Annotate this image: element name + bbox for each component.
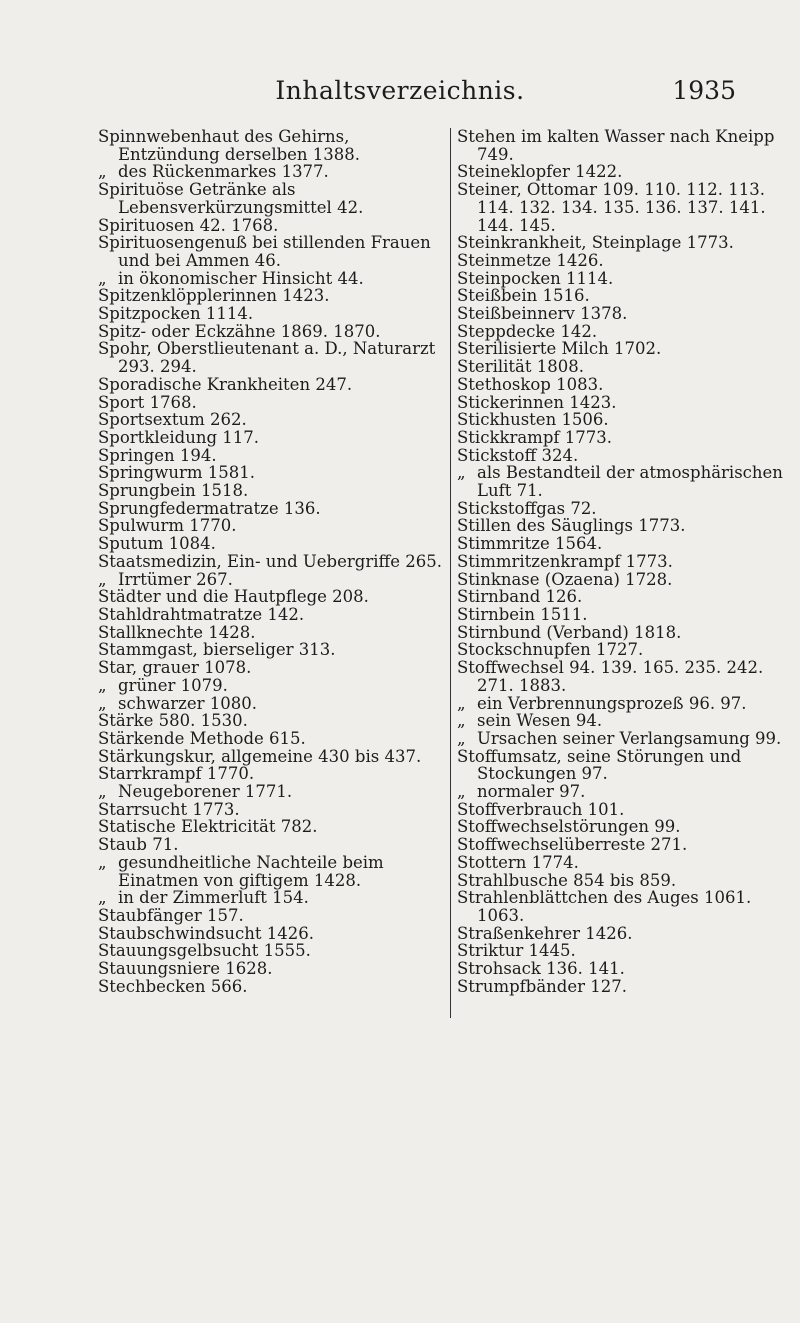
- index-entry-text: Stickerinnen 1423.: [457, 392, 617, 412]
- index-entry: [98, 818, 442, 836]
- index-entry: [457, 181, 800, 234]
- index-entry: [457, 588, 800, 606]
- ditto-mark: „: [457, 782, 466, 802]
- index-entry-text: Stärkende Methode 615.: [98, 728, 306, 748]
- index-entry: [457, 872, 800, 890]
- ditto-mark: „: [98, 569, 107, 589]
- index-entry-text: Stickstoff 324.: [457, 445, 579, 465]
- index-entry: [98, 429, 442, 447]
- index-entry: [98, 801, 442, 819]
- index-entry: [98, 730, 442, 748]
- index-entry-text: Ursachen seiner Verlangsamung 99.: [477, 728, 782, 748]
- index-entry: [98, 960, 442, 978]
- index-entry-text: Stahldrahtmatratze 142.: [98, 604, 305, 624]
- index-entry: [457, 464, 800, 499]
- index-entry-text: Stockschnupfen 1727.: [457, 640, 644, 660]
- index-entry: [457, 801, 800, 819]
- index-entry: [457, 163, 800, 181]
- index-entry: [98, 323, 442, 341]
- index-entry-text: Steinkrankheit, Steinplage 1773.: [457, 233, 734, 253]
- index-entry: [457, 889, 800, 924]
- index-entry: [457, 553, 800, 571]
- index-entry: [457, 624, 800, 642]
- index-entry: [98, 748, 442, 766]
- ditto-mark: „: [98, 268, 107, 288]
- index-entry-text: Strahlenblättchen des Auges 1061. 1063.: [457, 888, 752, 925]
- index-entry: [457, 128, 800, 163]
- index-entry-text: Stethoskop 1083.: [457, 374, 604, 394]
- index-entry: [457, 606, 800, 624]
- index-entry: [457, 748, 800, 783]
- index-entry: [98, 712, 442, 730]
- index-entry-text: Sterilität 1808.: [457, 357, 584, 377]
- page-number: 1935: [672, 76, 736, 105]
- index-entry-text: Stickhusten 1506.: [457, 410, 609, 430]
- index-entry-text: Stickkrampf 1773.: [457, 427, 612, 447]
- index-entry: [98, 765, 442, 783]
- index-entry-text: Stärke 580. 1530.: [98, 711, 248, 731]
- index-entry-text: Sprungfedermatratze 136.: [98, 498, 321, 518]
- index-entry-text: Star, grauer 1078.: [98, 658, 252, 678]
- index-entry-text: Stimmritzenkrampf 1773.: [457, 551, 673, 571]
- index-entry-text: Spirituöse Getränke als Lebensverkürzungsmittel 42.: [98, 180, 364, 217]
- index-entry: [457, 394, 800, 412]
- index-entry-text: Striktur 1445.: [457, 941, 576, 961]
- index-entry-text: in der Zimmerluft 154.: [118, 888, 309, 908]
- index-entry-text: grüner 1079.: [118, 675, 228, 695]
- index-entry: [98, 305, 442, 323]
- index-entry-text: Steppdecke 142.: [457, 321, 598, 341]
- index-entry-text: Steineklopfer 1422.: [457, 162, 623, 182]
- index-entry: [98, 376, 442, 394]
- index-entry: [457, 447, 800, 465]
- page-header: [0, 72, 800, 112]
- index-entry-text: Stillen des Säuglings 1773.: [457, 516, 686, 536]
- index-entry: [98, 659, 442, 677]
- index-entry-text: Sterilisierte Milch 1702.: [457, 339, 662, 359]
- index-entry: [98, 588, 442, 606]
- index-entry: [457, 358, 800, 376]
- index-entry-text: Spitzenklöpplerinnen 1423.: [98, 286, 330, 306]
- index-entry: [98, 500, 442, 518]
- index-entry-text: Spitzpocken 1114.: [98, 304, 254, 324]
- index-entry-text: Steißbeinnerv 1378.: [457, 304, 628, 324]
- index-entry: [98, 942, 442, 960]
- index-entry: [457, 517, 800, 535]
- index-entry: [457, 695, 800, 713]
- index-entry: [98, 783, 442, 801]
- index-entry: [457, 376, 800, 394]
- index-entry-text: Strumpfbänder 127.: [457, 976, 627, 996]
- index-entry-text: Stinknase (Ozaena) 1728.: [457, 569, 673, 589]
- index-entry: [98, 925, 442, 943]
- ditto-mark: „: [98, 888, 107, 908]
- index-entry-text: Spohr, Oberstlieutenant a. D., Naturarzt 293. 294.: [98, 339, 436, 377]
- ditto-mark: „: [98, 852, 107, 872]
- index-entry-text: als Bestandteil der atmosphärischen Luft 71.: [477, 463, 783, 501]
- ditto-mark: „: [457, 728, 466, 748]
- index-entry: [457, 854, 800, 872]
- index-entry-text: Stoffwechselstörungen 99.: [457, 817, 681, 837]
- index-entry: [98, 340, 442, 375]
- index-entry-text: Springwurm 1581.: [98, 463, 255, 483]
- index-entry: [457, 942, 800, 960]
- index-entry-text: Stehen im kalten Wasser nach Kneipp 749.: [457, 127, 775, 164]
- index-entry: [98, 624, 442, 642]
- index-entry-text: Stoffwechsel 94. 139. 165. 235. 242. 271. 1883.: [457, 658, 764, 695]
- index-entry-text: Stoffwechselüberreste 271.: [457, 835, 688, 855]
- index-entry: [98, 287, 442, 305]
- index-entry-text: Steinpocken 1114.: [457, 268, 614, 288]
- index-entry: [457, 234, 800, 252]
- index-entry-text: Stallknechte 1428.: [98, 622, 256, 642]
- index-entry: [457, 571, 800, 589]
- index-entry-text: Staubfänger 157.: [98, 905, 244, 925]
- index-entry: [98, 907, 442, 925]
- index-entry-text: Sputum 1084.: [98, 534, 216, 554]
- index-entry: [98, 128, 442, 163]
- index-entry: [98, 517, 442, 535]
- index-entry-text: Straßenkehrer 1426.: [457, 923, 633, 943]
- index-entry: [98, 163, 442, 181]
- index-entry: [457, 836, 800, 854]
- index-entry: [98, 535, 442, 553]
- index-entry-text: Stirnband 126.: [457, 587, 583, 607]
- index-entry-text: Stauungsniere 1628.: [98, 959, 273, 979]
- index-entry-text: Stoffverbrauch 101.: [457, 799, 625, 819]
- index-entry: [457, 287, 800, 305]
- index-entry: [98, 606, 442, 624]
- index-entry-text: Springen 194.: [98, 445, 217, 465]
- index-entry: [457, 535, 800, 553]
- index-entry-text: des Rückenmarkes 1377.: [118, 162, 329, 182]
- ditto-mark: „: [457, 693, 466, 713]
- index-entry: [457, 730, 800, 748]
- index-entry: [457, 500, 800, 518]
- ditto-mark: „: [98, 675, 107, 695]
- index-entry-text: Spirituosengenuß bei stillenden Frauen und bei Ammen 46.: [98, 233, 431, 270]
- index-entry: [98, 854, 442, 889]
- index-entry-text: Sporadische Krankheiten 247.: [98, 374, 353, 394]
- index-entry-text: gesundheitliche Nachteile beim Einatmen von giftigem 1428.: [118, 852, 384, 890]
- index-entry-text: in ökonomischer Hinsicht 44.: [118, 268, 364, 288]
- index-entry-text: Spulwurm 1770.: [98, 516, 237, 536]
- index-entry: [98, 411, 442, 429]
- index-entry: [457, 429, 800, 447]
- index-entry-text: Steiner, Ottomar 109. 110. 112. 113. 114. 132. 134. 135. 136. 137. 141. 144. 145.: [457, 180, 766, 235]
- index-entry: [98, 677, 442, 695]
- index-entry-text: Stammgast, bierseliger 313.: [98, 640, 336, 660]
- index-entry-text: Stärkungskur, allgemeine 430 bis 437.: [98, 746, 422, 766]
- index-entry: [457, 411, 800, 429]
- index-entry: [98, 553, 442, 571]
- index-entry-text: Stoffumsatz, seine Störungen und Stockungen 97.: [457, 746, 742, 784]
- index-entry: [98, 217, 442, 235]
- index-entry: [98, 836, 442, 854]
- index-entry-text: Neugeborener 1771.: [118, 782, 293, 802]
- index-entry-text: Sportkleidung 117.: [98, 427, 259, 447]
- index-entry: [98, 978, 442, 996]
- index-entry: [457, 323, 800, 341]
- index-entry: [98, 695, 442, 713]
- ditto-mark: „: [98, 782, 107, 802]
- index-entry-text: Irrtümer 267.: [118, 569, 233, 589]
- index-entry-text: Sport 1768.: [98, 392, 197, 412]
- index-entry: [98, 464, 442, 482]
- index-entry: [98, 447, 442, 465]
- index-entry-text: Strohsack 136. 141.: [457, 959, 625, 979]
- index-entry: [98, 270, 442, 288]
- index-entry: [98, 889, 442, 907]
- index-column-right: [450, 128, 800, 1018]
- index-entry: [457, 818, 800, 836]
- index-entry-text: Strahlbusche 854 bis 859.: [457, 870, 677, 890]
- index-entry-text: Starrkrampf 1770.: [98, 764, 255, 784]
- index-entry-text: Stirnbund (Verband) 1818.: [457, 622, 682, 642]
- index-entry: [98, 641, 442, 659]
- index-entry-text: normaler 97.: [477, 782, 586, 802]
- ditto-mark: „: [457, 463, 466, 483]
- index-entry: [98, 571, 442, 589]
- ditto-mark: „: [457, 711, 466, 731]
- index-entry: [98, 234, 442, 269]
- index-entry: [457, 340, 800, 358]
- index-entry-text: Stottern 1774.: [457, 852, 579, 872]
- index-column-left: [98, 128, 442, 995]
- index-entry: [457, 659, 800, 694]
- index-entry-text: Stauungsgelbsucht 1555.: [98, 941, 311, 961]
- index-entry-text: Spitz- oder Eckzähne 1869. 1870.: [98, 321, 381, 341]
- index-entry-text: Spirituosen 42. 1768.: [98, 215, 279, 235]
- index-entry-text: sein Wesen 94.: [477, 711, 603, 731]
- index-entry-text: Stirnbein 1511.: [457, 604, 588, 624]
- ditto-mark: „: [98, 162, 107, 182]
- index-entry: [457, 270, 800, 288]
- index-entry-text: Statische Elektricität 782.: [98, 817, 318, 837]
- index-entry-text: Steißbein 1516.: [457, 286, 590, 306]
- index-entry-text: Sprungbein 1518.: [98, 481, 249, 501]
- index-entry-text: Städter und die Hautpflege 208.: [98, 587, 369, 607]
- index-entry-text: Starrsucht 1773.: [98, 799, 240, 819]
- index-entry: [98, 394, 442, 412]
- index-entry: [457, 641, 800, 659]
- index-entry-text: Stickstoffgas 72.: [457, 498, 597, 518]
- index-entry: [98, 482, 442, 500]
- index-entry-text: Stimmritze 1564.: [457, 534, 603, 554]
- index-entry-text: ein Verbrennungsprozeß 96. 97.: [477, 693, 747, 713]
- index-entry: [457, 978, 800, 996]
- index-entry: [98, 181, 442, 216]
- ditto-mark: „: [98, 693, 107, 713]
- index-entry-text: Steinmetze 1426.: [457, 250, 604, 270]
- index-entry: [457, 712, 800, 730]
- index-entry: [457, 925, 800, 943]
- index-entry-text: Spinnwebenhaut des Gehirns, Entzündung derselben 1388.: [98, 127, 361, 164]
- index-entry-text: Sportsextum 262.: [98, 410, 247, 430]
- index-entry: [457, 783, 800, 801]
- index-entry-text: Staatsmedizin, Ein- und Uebergriffe 265.: [98, 551, 442, 571]
- index-entry: [457, 960, 800, 978]
- index-entry-text: Stechbecken 566.: [98, 976, 248, 996]
- index-entry: [457, 305, 800, 323]
- running-title: Inhaltsverzeichnis.: [275, 76, 525, 105]
- index-entry-text: schwarzer 1080.: [118, 693, 258, 713]
- index-entry: [457, 252, 800, 270]
- index-entry-text: Staub 71.: [98, 835, 179, 855]
- index-entry-text: Staubschwindsucht 1426.: [98, 923, 314, 943]
